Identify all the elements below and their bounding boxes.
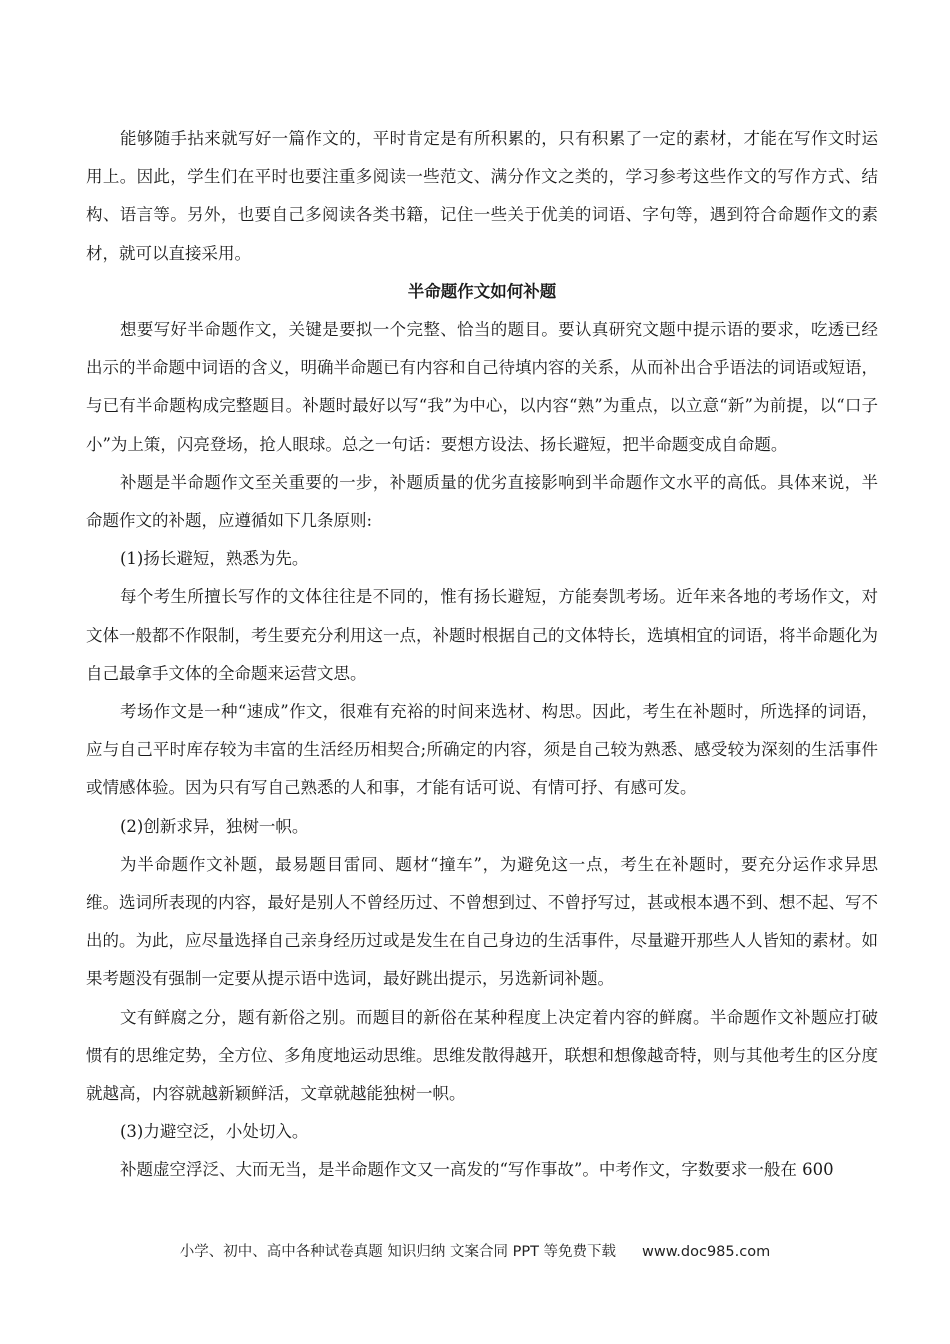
paragraph-principle-3a: 补题虚空浮泛、大而无当，是半命题作文又一高发的“写作事故”。中考作文，字数要求一般在 600 <box>120 1160 834 1180</box>
paragraph-principle-1b: 考场作文是一种“速成”作文，很难有充裕的时间来选材、构思。因此，考生在补题时，所选择的词语，应与自己平时库存较为丰富的生活经历相契合;所确定的内容，须是自己较为熟悉、感受较为深刻的生活事件或情感体验。因为只有写自己熟悉的人和事，才能有话可说、有情可抒、有感可发。 <box>86 702 878 798</box>
paragraph-principle-2a: 为半命题作文补题，最易题目雷同、题材“撞车”，为避免这一点，考生在补题时，要充分运作求异思维。选词所表现的内容，最好是别人不曾经历过、不曾想到过、不曾抒写过，甚或根本遇不到、想不起、写不出的。为此，应尽量选择自己亲身经历过或是发生在自己身边的生活事件，尽量避开那些人人皆知的素材。如果考题没有强制一定要从提示语中选词，最好跳出提示，另选新词补题。 <box>86 854 878 989</box>
paragraph-intro: 能够随手拈来就写好一篇作文的，平时肯定是有所积累的，只有积累了一定的素材，才能在写作文时运用上。因此，学生们在平时也要注重多阅读一些范文、满分作文之类的，学习参考这些作文的写作方式、结构、语言等。另外，也要自己多阅读各类书籍，记住一些关于优美的词语、字句等，遇到符合命题作文的素材，就可以直接采用。 <box>86 129 878 263</box>
footer-url: www.doc985.com <box>642 1244 771 1260</box>
document-body <box>86 120 878 1190</box>
principle-1-title: (1)扬长避短，熟悉为先。 <box>120 549 309 569</box>
paragraph-principle-1a: 每个考生所擅长写作的文体往往是不同的，惟有扬长避短，方能奏凯考场。近年来各地的考场作文，对文体一般都不作限制，考生要充分利用这一点，补题时根据自己的文体特长，选填相宜的词语，将半命题化为自己最拿手文体的全命题来运营文思。 <box>86 587 878 683</box>
section-heading: 半命题作文如何补题 <box>407 281 557 301</box>
page-footer <box>0 1240 950 1261</box>
paragraph-principles-intro: 补题是半命题作文至关重要的一步，补题质量的优劣直接影响到半命题作文水平的高低。具体来说，半命题作文的补题，应遵循如下几条原则: <box>86 472 878 531</box>
paragraph-principle-2b: 文有鲜腐之分，题有新俗之别。而题目的新俗在某种程度上决定着内容的鲜腐。半命题作文补题应打破惯有的思维定势，全方位、多角度地运动思维。思维发散得越开，联想和想像越奇特，则与其他考生的区分度就越高，内容就越新颖鲜活，文章就越能独树一帜。 <box>86 1007 878 1104</box>
principle-2-title: (2)创新求异，独树一帜。 <box>120 816 309 836</box>
principle-3-title: (3)力避空泛，小处切入。 <box>120 1122 309 1142</box>
footer-text: 小学、初中、高中各种试卷真题 知识归纳 文案合同 PPT 等免费下载 <box>179 1244 617 1260</box>
paragraph-key-point: 想要写好半命题作文，关键是要拟一个完整、恰当的题目。要认真研究文题中提示语的要求，吃透已经出示的半命题中词语的含义，明确半命题已有内容和自己待填内容的关系，从而补出合乎语法的词语或短语，与已有半命题构成完整题目。补题时最好以写“我”为中心，以内容“熟”为重点，以立意“新”为前提，以“口子小”为上策，闪亮登场，抢人眼球。总之一句话：要想方设法、扬长避短，把半命题变成自命题。 <box>86 320 878 454</box>
